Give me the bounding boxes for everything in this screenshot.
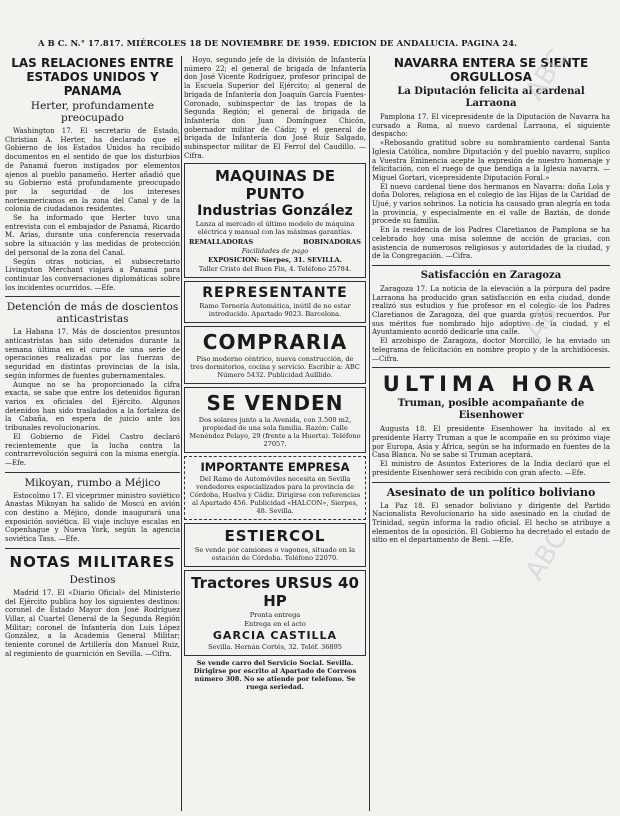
ad-payment: Facilidades de pago — [241, 247, 309, 256]
ad-carro: Se vende carro del Servicio Social. Sevilla. Dirigirse por escrito al Apartado de Correos número 308. No se atiende por teléfono. Se ruega seriedad. — [193, 659, 357, 692]
ad-brand: Industrias González — [197, 203, 353, 220]
ad-estiercol — [184, 523, 366, 567]
paragraph: Madrid 17. El «Diario Oficial» del Ministerio del Ejército publica hoy los siguientes destinos: coronel de Estado Mayor don José Rodríguez Villar, al Cuartel General de la Segunda Región Militar; coronel de Infantería don Luis López González, a la Academia General Militar; teniente coronel de Artillería don Manuel Ruiz, al regimiento de guarnición en Sevilla. —Cifra. — [5, 588, 180, 658]
paragraph: Según otras noticias, el subsecretario Livingston Merchant viajará a Panamá para continuar las conversaciones diplomáticas sobre los incidentes ocurridos. —Efe. — [5, 257, 180, 292]
subheadline-truman: Truman, posible acompañante de Eisenhower — [397, 398, 585, 422]
headline-notas-militares: NOTAS MILITARES — [9, 552, 176, 571]
ad-text: Lanza al mercado el último modelo de máquina eléctrica y manual con las máximas garantías. — [195, 220, 355, 237]
column-divider — [181, 56, 182, 811]
paragraph: Augusta 18. El presidente Eisenhower ha invitado al ex presidente Harry Truman a que le acompañe en su próximo viaje por Europa, Asia y África, según se ha informado en fuentes de la Casa Blanca. No se sabe si Truman aceptará. — [372, 425, 610, 460]
ad-title: MAQUINAS DE PUNTO — [215, 167, 335, 204]
watermark: ABC — [519, 524, 574, 586]
headline-zaragoza: Satisfacción en Zaragoza — [420, 269, 562, 281]
headline-panama: LAS RELACIONES ENTRE ESTADOS UNIDOS Y PANAMA — [11, 56, 174, 98]
ad-text: Se vende por camiones o vagones, situado en la estación de Córdoba. Teléfono 22070. — [194, 546, 356, 563]
paragraph: Hoyo, segundo jefe de la división de Infantería número 22; el general de brigada de Infantería don José Vicente Rodríguez, profesor principal de la Escuela Superior del Ejército; al general de brigada de Infantería don Joaquín García Fuentes-Coronado, subinspector de las tropas de la Segunda Región; el general de brigada de Infantería don Juan Domínguez Chicón, gobernador militar de Cádiz; y el general de brigada de Infantería don José Ruiz Salgado, subinspector militar de El Ferrol del Caudillo. —Cifra. — [184, 56, 366, 160]
page-header: A B C. N.° 17.817. MIÉRCOLES 18 DE NOVIEMBRE DE 1959. EDICION DE ANDALUCIA. PAGINA 24. — [38, 38, 518, 48]
paragraph: Aunque no se ha proporcionado la cifra exacta, se sabe que entre los detenidos figuran varios ex oficiales del Ejército. Algunos detenidos han sido trasladados a la fortaleza de la Cabaña, en espera de juicio ante los tribunales revolucionarios. — [5, 380, 180, 433]
divider — [372, 265, 610, 266]
column-left — [5, 56, 180, 811]
ad-address: Sevilla. Hernán Cortés, 32. Teléf. 36895 — [208, 643, 342, 652]
ad-address: Taller Cristo del Buen Fin, 4. Teléfono 25784. — [198, 265, 352, 274]
headline-ultima-hora: ULTIMA HORA — [382, 372, 600, 397]
paragraph: El nuevo cardenal tiene dos hermanos en Navarra: doña Lola y doña Dolores, religiosa en el colegio de las Hijas de la Caridad de Ujué, y varios sobrinos. La noticia ha causado gran alegría en toda la provincia, y especialmente en el valle de Baztán, de donde procede su familia. — [372, 182, 610, 226]
paragraph: Estocolmo 17. El viceprimer ministro soviético Anastas Mikoyan ha salido de Moscú en avión con destino a Méjico, donde inaugurará una exposición soviética. El viaje incluye escalas en Copenhague y Nueva York, según la agencia soviética Tass. —Efe. — [5, 491, 180, 544]
paragraph: Pamplona 17. El vicepresidente de la Diputación de Navarra ha cursado a Roma, al nuevo cardenal Larraona, el siguiente despacho: — [372, 113, 610, 139]
ad-subtitle: Entrega en el acto — [244, 620, 306, 629]
divider — [372, 482, 610, 483]
divider — [5, 472, 180, 473]
ad-text: Dos solares junto a la Avenida, con 3.500 m2, propiedad de una sola familia. Razón: Calle Menéndez Pelayo, 29 (frente a la Huerta). Teléfono 27057. — [189, 416, 361, 449]
ad-product-right: BOBINADORAS — [302, 238, 361, 247]
divider — [5, 548, 180, 549]
ad-text: Del Ramo de Automóviles necesita en Sevilla vendedores especializados para la provincia de Córdoba, Huelva y Cádiz. Dirigirse con referencias al Apartado 456. Publicidad «HALCON», Sierpes, 48. Sevilla. — [189, 475, 361, 516]
divider — [5, 296, 180, 297]
ad-text: Piso moderno céntrico, nueva construcción, de tres dormitorios, cocina y servicio. Escribir a: ABC Número 5432. Publicidad Aulllido. — [190, 355, 360, 380]
ad-title: SE VENDEN — [206, 391, 344, 416]
ad-title: ESTIERCOL — [224, 527, 326, 546]
headline-mikoyan: Mikoyan, rumbo a Méjico — [24, 476, 161, 489]
ad-title: COMPRARIA — [202, 330, 348, 355]
ad-representante — [184, 281, 366, 323]
paragraph: La Paz 18. El senador boliviano y dirigente del Partido Nacionalista Revolucionario ha sido asesinado en la ciudad de Trinidad, según informa la radio oficial. El hecho se atribuye a elementos de la oposición. El Gobierno ha decretado el estado de sitio en el departamento de Beni. —Efe. — [372, 501, 610, 545]
ad-maquinas-de-punto — [184, 163, 366, 278]
paragraph: Se ha informado que Herter tuvo una entrevista con el embajador de Panamá, Ricardo M. Arias, durante una conferencia reservada sobre la situación y las medidas de protección del personal de la zona del Canal. — [5, 214, 180, 257]
watermark: ABC — [519, 284, 574, 346]
subheadline-herter: Herter, profundamente preocupado — [30, 100, 155, 124]
headline-anticastristas: Detención de más de doscientos anticastristas — [6, 301, 179, 326]
paragraph: En la residencia de los Padres Claretianos de Pamplona se ha celebrado hoy una misa solemne de acción de gracias, con asistencia de numerosos religiosos y autoridades de la ciudad, y de la Congregación. —Cifra. — [372, 226, 610, 261]
divider — [372, 367, 610, 368]
ad-se-venden — [184, 387, 366, 453]
paragraph: El Gobierno de Fidel Castro declaró recientemente que la lucha contra la contrarrevolución seguirá con la misma energía. —Efe. — [5, 432, 180, 467]
column-middle — [184, 56, 366, 811]
ad-tractores-ursus — [184, 570, 366, 656]
ad-compraria — [184, 326, 366, 384]
ad-title: REPRESENTANTE — [202, 285, 348, 302]
paragraph: El arzobispo de Zaragoza, doctor Morcillo, le ha enviado un telegrama de felicitación en nombre propio y de la archidiócesis. —Cifra. — [372, 337, 610, 363]
ad-importante-empresa — [184, 456, 366, 520]
subheadline-diputacion: La Diputación felicita al cardenal Larraona — [397, 86, 585, 109]
ad-title: Tractores URSUS 40 HP — [191, 574, 359, 611]
paragraph: El ministro de Asuntos Exteriores de la India declaró que el presidente Eisenhower será recibido con gran afecto. —Efe. — [372, 460, 610, 477]
subheadline-destinos: Destinos — [69, 573, 116, 586]
ad-dealer: GARCIA CASTILLA — [212, 629, 338, 643]
paragraph: Washington 17. El secretario de Estado, Christian A. Herter, ha declarado que el Gobierno de los Estados Unidos ha recibido documentos en el sentido de que los disturbios de Panamá fueron instigados por elementos ajenos al pueblo panameño. Herter añadió que su Gobierno está profundamente preocupado por la seguridad de los intereses norteamericanos en la zona del Canal y de la colonia de ciudadanos residentes. — [5, 127, 180, 214]
column-divider — [369, 56, 370, 811]
ad-text: Ramo Tornería Automática, inútil de no estar introducido. Apartado 9023. Barcelona. — [199, 302, 351, 319]
headline-bolivia: Asesinato de un político boliviano — [386, 485, 596, 499]
ad-product-left: REMALLADORAS — [189, 238, 254, 247]
headline-navarra: NAVARRA ENTERA SE SIENTE ORGULLOSA — [393, 56, 589, 84]
column-right — [372, 56, 610, 811]
ad-products — [189, 238, 361, 246]
paragraph: La Habana 17. Más de doscientos presuntos anticastristas han sido detenidos durante la semana última en el curso de una serie de operaciones realizadas por las fuerzas de seguridad en distintas provincias de la isla, según informes de fuentes gubernamentales. — [5, 328, 180, 380]
paragraph: «Rebosando gratitud sobre su nombramiento cardenal Santa Iglesia Católica, nombre Diputación y del pueblo navarro, suplico a Vuestra Eminencia acepte la expresión de nuestro homenaje y felicitación, con el ruego de que bendiga a la Iglesia navarra. —Miguel Gortari, vicepresidente Diputación Foral.» — [372, 139, 610, 182]
watermark: ABC — [519, 44, 574, 106]
ad-title: IMPORTANTE EMPRESA — [200, 460, 350, 475]
ad-subtitle: Pronta entrega — [249, 611, 301, 620]
ad-exposicion: EXPOSICION: Sierpes, 31. SEVILLA. — [208, 256, 342, 265]
paragraph: Zaragoza 17. La noticia de la elevación a la púrpura del padre Larraona ha producido gran satisfacción en esta ciudad, donde realizó sus estudios y fue profesor en el colegio de los Padres Claretianos de Zaragoza, del que guarda gratos recuerdos. Por sus méritos fue nombrado hijo adoptivo de la ciudad, y el Ayuntamiento acordó dedicarle una calle. — [372, 284, 610, 337]
